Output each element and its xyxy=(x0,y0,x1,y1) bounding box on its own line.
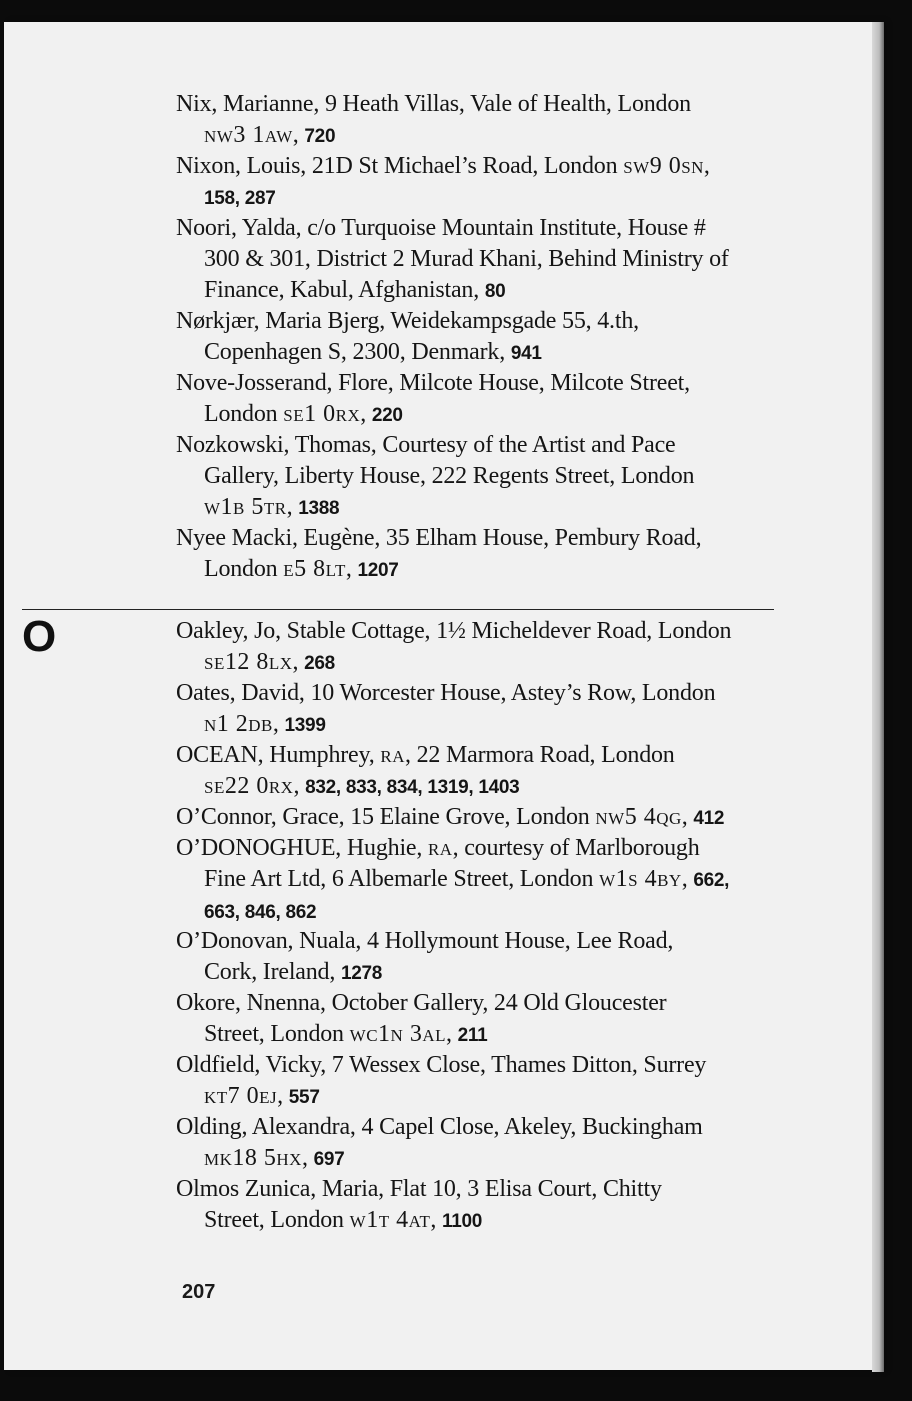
list-item: Olding, Alexandra, 4 Capel Close, Akeley, Buckingham mk18 5hx, 697 xyxy=(176,1114,703,1171)
list-item: O’Donovan, Nuala, 4 Hollymount House, Lee Road, Cork, Ireland, 1278 xyxy=(176,928,674,985)
list-item: Nix, Marianne, 9 Heath Villas, Vale of Health, London nw3 1aw, 720 xyxy=(176,91,691,148)
list-item: Oates, David, 10 Worcester House, Astey’s Row, London n1 2db, 1399 xyxy=(176,680,716,737)
page-number: 207 xyxy=(182,1281,216,1303)
list-item: Olmos Zunica, Maria, Flat 10, 3 Elisa Court, Chitty Street, London w1t 4at, 1100 xyxy=(176,1176,662,1233)
list-item: Nørkjær, Maria Bjerg, Weidekampsgade 55, 4.th, Copenhagen S, 2300, Denmark, 941 xyxy=(176,308,639,365)
page-edge xyxy=(872,22,884,1372)
list-item: Nozkowski, Thomas, Courtesy of the Artist and Pace Gallery, Liberty House, 222 Regents Street, London w1b 5tr, 1388 xyxy=(176,432,695,520)
list-item: Noori, Yalda, c/o Turquoise Mountain Institute, House # 300 & 301, District 2 Murad Khani, Behind Ministry of Finance, Kabul, Afghanistan, 80 xyxy=(176,215,729,303)
section-divider xyxy=(22,609,774,610)
list-item: Okore, Nnenna, October Gallery, 24 Old Gloucester Street, London wc1n 3al, 211 xyxy=(176,990,667,1047)
list-item: Nove-Josserand, Flore, Milcote House, Milcote Street, London se1 0rx, 220 xyxy=(176,370,690,427)
list-item: OCEAN, Humphrey, ra, 22 Marmora Road, London se22 0rx, 832, 833, 834, 1319, 1403 xyxy=(176,742,675,799)
list-item: Oakley, Jo, Stable Cottage, 1½ Micheldever Road, London se12 8lx, 268 xyxy=(176,618,732,675)
list-item: Oldfield, Vicky, 7 Wessex Close, Thames Ditton, Surrey kt7 0ej, 557 xyxy=(176,1052,707,1109)
list-item: O’DONOGHUE, Hughie, ra, courtesy of Marlborough Fine Art Ltd, 6 Albemarle Street, London w1s 4by, 662, 663, 846, 862 xyxy=(176,835,730,923)
section-letter: O xyxy=(22,612,57,661)
list-item: O’Connor, Grace, 15 Elaine Grove, London nw5 4qg, 412 xyxy=(176,804,725,830)
list-item: Nyee Macki, Eugène, 35 Elham House, Pembury Road, London e5 8lt, 1207 xyxy=(176,525,702,582)
list-item: Nixon, Louis, 21D St Michael’s Road, London sw9 0sn, 158, 287 xyxy=(176,153,710,209)
